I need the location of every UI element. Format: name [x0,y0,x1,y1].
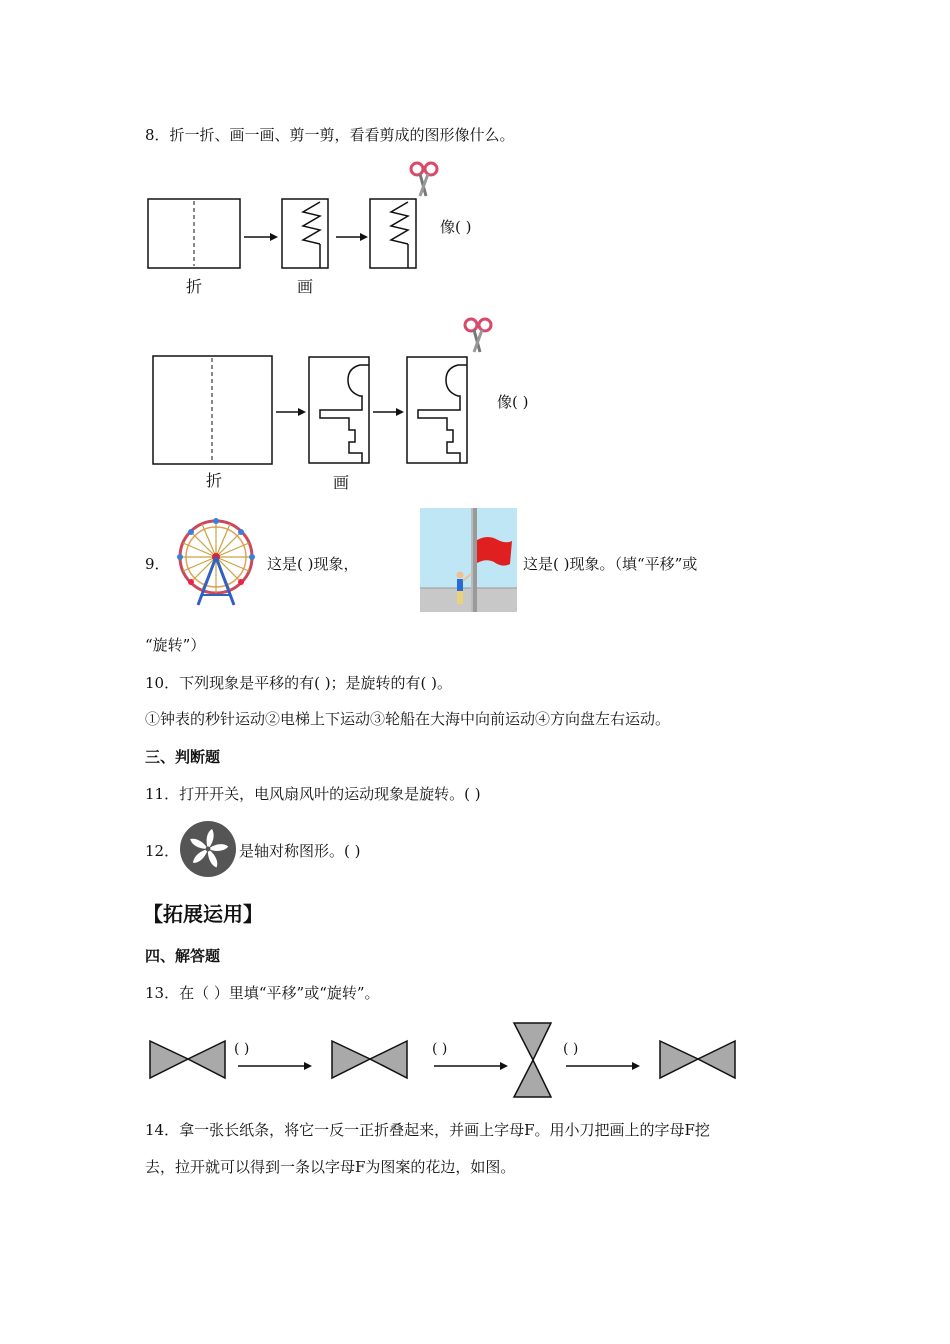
question-13-text: 13．在（ ）里填“平移”或“旋转”。 [145,984,380,1002]
question-9-number: 9． [145,555,170,573]
question-11-text: 11．打开开关，电风扇风叶的运动现象是旋转。( ) [145,785,481,803]
draw-label: 画 [333,473,350,492]
answer-paren-3: ( ) [563,1041,579,1057]
answer-paren-2: ( ) [432,1041,448,1057]
section-solve-title: 四、解答题 [145,947,221,965]
fold-label: 折 [186,277,203,296]
section-judgment-title: 三、判断题 [145,748,221,766]
draw-label: 画 [297,277,314,296]
answer-paren-1: ( ) [234,1041,250,1057]
fold-label: 折 [206,471,223,490]
question-10-text: 10．下列现象是平移的有( )；是旋转的有( )。 [145,674,453,692]
question-12-number: 12． [145,842,180,860]
question-9-part3: “旋转”） [145,636,206,654]
section-extension-title: 【拓展运用】 [143,902,263,926]
question-9-part1: 这是( )现象， [267,555,359,573]
question-8-text: 8．折一折、画一画、剪一剪，看看剪成的图形像什么。 [145,126,515,144]
question-9-part2: 这是( )现象。（填“平移”或 [523,555,698,573]
answer-blank-b: 像( ) [497,393,529,411]
question-10-options: ①钟表的秒针运动②电梯上下运动③轮船在大海中向前运动④方向盘左右运动。 [145,710,671,728]
answer-blank-a: 像( ) [440,218,472,236]
question-14-line1: 14．拿一张长纸条，将它一反一正折叠起来，并画上字母F。用小刀把画上的字母F挖 [145,1121,710,1139]
question-14-line2: 去，拉开就可以得到一条以字母F为图案的花边，如图。 [145,1158,516,1176]
question-12-text: 是轴对称图形。( ) [239,842,361,860]
